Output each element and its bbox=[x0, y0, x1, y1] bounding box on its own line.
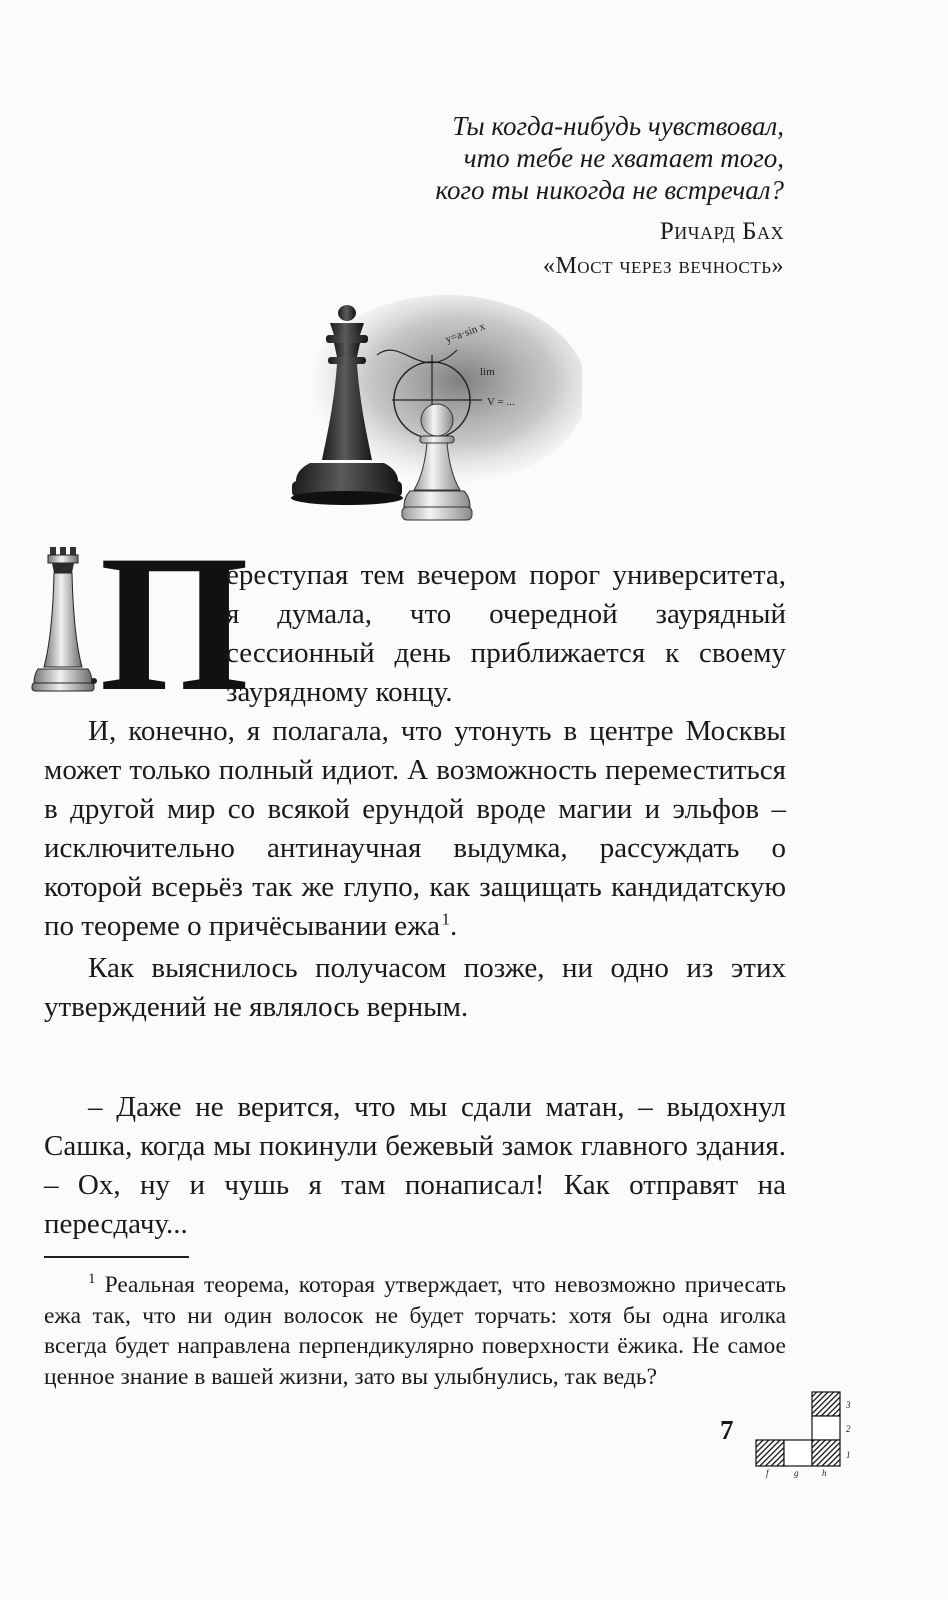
footnote-text: Реальная теорема, которая утверждает, что невозможно причесать ежа так, что ни один волосок не будет торчать: хотя бы одна иголка всегда будет направлена перпендикулярно поверхности ёжика. Не самое ценное знание в вашей жизни, зато вы улыбнулись, так ведь? bbox=[44, 1272, 787, 1390]
file-label: g bbox=[794, 1468, 799, 1478]
footnote-number: 1 bbox=[88, 1271, 96, 1288]
rank-label: 1 bbox=[846, 1450, 851, 1460]
body-paragraph-2 bbox=[44, 712, 786, 946]
rank-label: 3 bbox=[846, 1400, 851, 1410]
footnote-divider bbox=[44, 1256, 189, 1258]
body-paragraph-4-text: – Даже не верится, что мы сдали матан, – выдохнул Сашка, когда мы покинули бежевый замок главного здания. – Ох, ну и чушь я там понаписал! Как отправят на пересдачу... bbox=[44, 1091, 786, 1240]
epigraph bbox=[264, 110, 784, 282]
body-paragraph-1: ереступая тем вечером порог университета, я думала, что очередной заурядный сессионный день приближается к своему заурядному концу. bbox=[226, 559, 786, 708]
chess-queen-and-pawn-icon bbox=[282, 295, 582, 540]
illustration-formula: y=a·sin x bbox=[443, 320, 487, 346]
body-paragraph-2-end: . bbox=[449, 910, 458, 942]
body-paragraph-2-text: И, конечно, я полагала, что утонуть в центре Москвы может только полный идиот. А возможность переместиться в другой мир со всякой ерундой вроде магии и эльфов – исключительно антинаучная выдумка, рассуждать о которой всерьёз так же глупо, как защищать кандидатскую по теореме о причёсывании ежа bbox=[44, 715, 786, 942]
rank-label: 2 bbox=[846, 1424, 851, 1434]
body-paragraph-3 bbox=[44, 949, 786, 1027]
epigraph-author: Ричард Бах bbox=[659, 218, 784, 245]
file-label: f bbox=[766, 1468, 769, 1478]
body-paragraph-3-text: Как выяснилось получасом позже, ни одно из этих утверждений не являлось верным. bbox=[44, 952, 786, 1023]
epigraph-line: Ты когда-нибудь чувствовал, bbox=[452, 111, 784, 141]
chessboard-corner-icon bbox=[752, 1388, 862, 1478]
page-number: 7 bbox=[720, 1415, 734, 1445]
chess-rook-icon bbox=[30, 545, 100, 695]
body-paragraph-4 bbox=[44, 1088, 786, 1244]
file-label: h bbox=[822, 1468, 827, 1478]
illustration-formula: V = ... bbox=[487, 396, 515, 408]
epigraph-book-title: «Мост через вечность» bbox=[542, 253, 784, 279]
illustration-formula: lim bbox=[480, 366, 495, 378]
dropcap-letter: П bbox=[99, 515, 249, 732]
epigraph-line: кого ты никогда не встречал? bbox=[435, 175, 784, 205]
epigraph-line: что тебе не хватает того, bbox=[463, 143, 784, 173]
footnote bbox=[44, 1270, 786, 1392]
footnote-reference: 1 bbox=[441, 909, 450, 929]
